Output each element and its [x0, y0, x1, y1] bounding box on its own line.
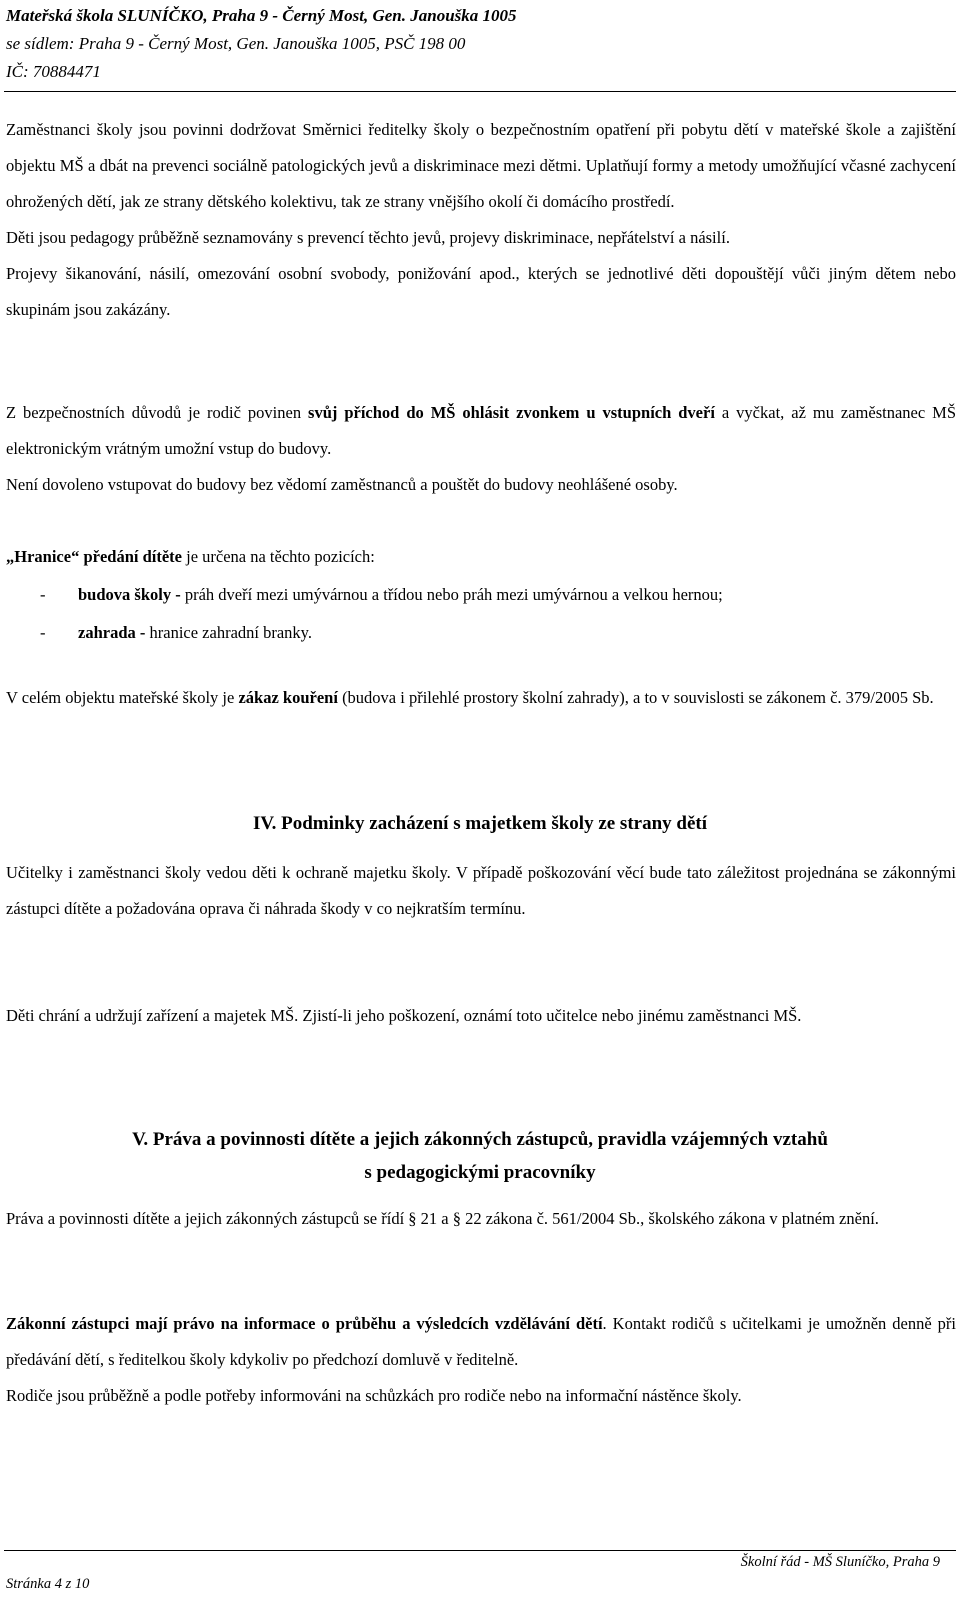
page-number: Stránka 4 z 10 — [6, 1576, 90, 1592]
handover-boundary — [6, 538, 956, 652]
paragraph-children-care — [6, 998, 956, 1034]
school-id: IČ: 70884471 — [6, 62, 101, 81]
bold-text: „Hranice“ předání dítěte — [6, 547, 182, 566]
bold-text: zahrada - — [78, 623, 146, 642]
paragraph-text: V celém objektu mateřské školy je zákaz kouření (budova i přilehlé prostory školní zahrady), a to v souvislosti se zákonem č. 379/2005 Sb. — [6, 688, 934, 707]
paragraph-text: Zákonní zástupci mají právo na informace o průběhu a výsledcích vzdělávání dětí. Kontakt rodičů s učitelkami je umožněn denně při předávání dětí, s ředitelkou školy kdykoliv po předchozí domluvě v ředitelně. — [6, 1314, 956, 1369]
paragraph-text: Z bezpečnostních důvodů je rodič povinen svůj příchod do MŠ ohlásit zvonkem u vstupních dveří a vyčkat, až mu zaměstnanec MŠ elektronickým vrátným umožní vstup do budovy. — [6, 403, 956, 458]
paragraph-text: Zaměstnanci školy jsou povinni dodržovat Směrnici ředitelky školy o bezpečnostním opatření při pobytu dětí v mateřské škole a zajištění objektu MŠ a dbát na prevenci sociálně patologických jevů a diskriminace mezi dětmi. Uplatňují formy a metody umožňující včasné zachycení ohrožených dětí, jak ze strany dětského kolektivu, tak ze strany vnějšího okolí či domácího prostředí. — [6, 120, 956, 211]
school-name: Mateřská škola SLUNÍČKO, Praha 9 - Černý Most, Gen. Janouška 1005 — [6, 6, 517, 25]
paragraph-rights — [6, 1201, 956, 1236]
paragraph-text: Rodiče jsou průběžně a podle potřeby informováni na schůzkách pro rodiče nebo na informační nástěnce školy. — [6, 1386, 742, 1405]
bold-text: svůj příchod do MŠ ohlásit zvonkem u vstupních dveří — [308, 403, 715, 422]
section-heading-v: V. Práva a povinnosti dítěte a jejich zákonných zástupců, pravidla vzájemných vztahů s pedagogickými pracovníky — [132, 1129, 828, 1183]
list-dash: - — [40, 585, 46, 604]
header-divider — [4, 91, 956, 92]
footer-divider — [4, 1550, 956, 1551]
bold-text: Zákonní zástupci mají právo na informace o průběhu a výsledcích vzdělávání dětí — [6, 1314, 603, 1333]
paragraph-information — [6, 1306, 956, 1414]
paragraph-entry — [6, 395, 956, 503]
bold-text: zákaz kouření — [238, 688, 338, 707]
bold-text: budova školy - — [78, 585, 181, 604]
letterhead — [6, 2, 517, 86]
list-item: - budova školy - práh dveří mezi umývárnou a třídou nebo práh mezi umývárnou a velkou hernou; — [6, 576, 956, 614]
paragraph-text: Děti chrání a udržují zařízení a majetek MŠ. Zjistí-li jeho poškození, oznámí toto učitelce nebo jinému zaměstnanci MŠ. — [6, 1006, 802, 1025]
paragraph-text: Práva a povinnosti dítěte a jejich zákonných zástupců se řídí § 21 a § 22 zákona č. 561/2004 Sb., školského zákona v platném znění. — [6, 1209, 879, 1228]
paragraph-property — [6, 855, 956, 927]
paragraph-smoking — [6, 680, 956, 716]
list-dash: - — [40, 623, 46, 642]
paragraph-text: „Hranice“ předání dítěte je určena na těchto pozicích: — [6, 547, 375, 566]
paragraph-text: Projevy šikanování, násilí, omezování osobní svobody, ponižování apod., kterých se jednotlivé děti dopouštějí vůči jiným dětem nebo skupinám jsou zakázány. — [6, 264, 956, 319]
paragraph-safety — [6, 112, 956, 328]
footer-document-title: Školní řád - MŠ Sluníčko, Praha 9 — [740, 1554, 940, 1570]
list-item: - zahrada - hranice zahradní branky. — [6, 614, 956, 652]
paragraph-text: Není dovoleno vstupovat do budovy bez vědomí zaměstnanců a pouštět do budovy neohlášené osoby. — [6, 475, 678, 494]
paragraph-text: Děti jsou pedagogy průběžně seznamovány s prevencí těchto jevů, projevy diskriminace, nepřátelství a násilí. — [6, 228, 730, 247]
school-address: se sídlem: Praha 9 - Černý Most, Gen. Janouška 1005, PSČ 198 00 — [6, 34, 466, 53]
section-heading-iv: IV. Podminky zacházení s majetkem školy ze strany dětí — [252, 813, 708, 834]
paragraph-text: Učitelky i zaměstnanci školy vedou děti k ochraně majetku školy. V případě poškozování věcí bude tato záležitost projednána se zákonnými zástupci dítěte a požadována oprava či náhrada škody v co nejkratším termínu. — [6, 863, 956, 918]
